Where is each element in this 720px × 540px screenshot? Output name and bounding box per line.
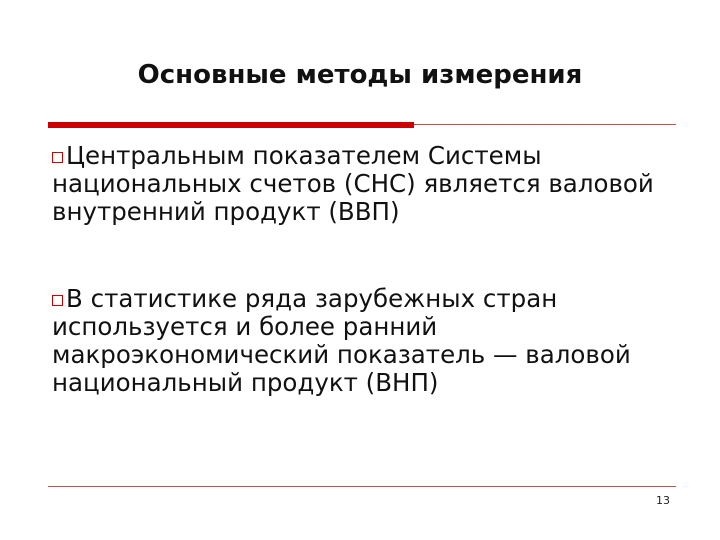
bullet-text-2: В статистике ряда зарубежных стран используется и более ранний макроэкономический показатель — валовой национальный продукт (ВНП) (52, 284, 631, 397)
square-bullet-icon (52, 152, 63, 163)
bullet-item-1 (52, 142, 672, 226)
title-accent-bar (48, 122, 414, 128)
bullet-item-2 (52, 285, 672, 397)
footer-divider-line (48, 486, 676, 487)
page-number: 13 (656, 494, 670, 507)
square-bullet-icon (52, 295, 63, 306)
slide-title: Основные методы измерения (137, 60, 583, 90)
bullet-text-1: Центральным показателем Системы национальных счетов (СНС) является валовой внутренний продукт (ВВП) (52, 141, 654, 226)
